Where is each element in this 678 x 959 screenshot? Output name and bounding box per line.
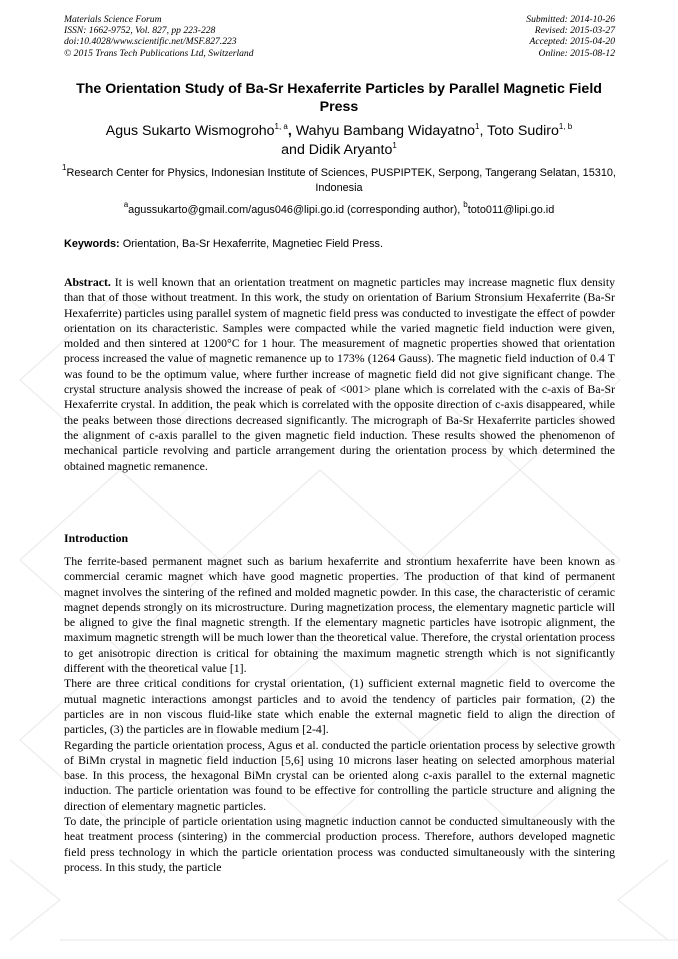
affiliation-marker: 1	[62, 163, 67, 172]
affiliation-text: Research Center for Physics, Indonesian Institute of Sciences, PUSPIPTEK, Serpong, Tangerang Selatan, 15310, Indonesia	[66, 167, 616, 194]
paragraph: To date, the principle of particle orientation using magnetic induction cannot be conducted simultaneously with the heat treatment process (sintering) in the commercial production process. Therefore, authors developed magnetic field press technology in which the particle orientation process was conducted simultaneously with the sintering process. In this study, the particle	[64, 814, 615, 874]
paragraph: Regarding the particle orientation process, Agus et al. conducted the particle orientation process by selective growth of BiMn crystal in magnetic field induction [5,6] using 10 microns laser heating on selected amorphous material base. In this process, the hexagonal BiMn crystal can be oriented along c-axis parallel to the external magnetic induction. The particle orientation was found to be effective for controlling the particle structure and aligning the direction of elementary magnetic particles.	[64, 737, 615, 813]
paragraph: There are three critical conditions for crystal orientation, (1) sufficient external magnetic field to overcome the mutual magnetic interactions amongst particles and to avoid the tendency of particles pair formation, (2) the particles are in non viscous fluid-like state which enable the external magnetic field to align the direction of particles, (3) the particles are in flowable medium [2-4].	[64, 676, 615, 737]
author-name: and Didik Aryanto	[281, 142, 393, 158]
section-heading-introduction: Introduction	[64, 531, 129, 545]
keywords-label: Keywords:	[64, 238, 120, 250]
abstract	[64, 275, 615, 474]
journal-info	[64, 14, 254, 59]
email-marker-b: b	[463, 200, 468, 209]
paragraph: The ferrite-based permanent magnet such as barium hexaferrite and strontium hexaferrite have been known as commercial ceramic magnet which have good magnetic properties. The production of that kind of permanent magnet involves the sintering of the refined and molded magnetic powder. In this case, the characteristic of ceramic magnet depends strongly on its microstructure. During magnetization process, the elementary magnetic particle will be aligned to give the final magnetic strength. If the elementary magnetic particles have isotropic alignment, the maximum magnetic strength will be much lower than the theoretical value. Therefore, the crystal orientation process to get anisotropic direction is critical for obtaining the maximum magnetic strength which is not significantly different with the theoretical value [1].	[64, 554, 615, 676]
journal-doi: doi:10.4028/www.scientific.net/MSF.827.223	[64, 36, 237, 48]
paper-title: The Orientation Study of Ba-Sr Hexaferrite Particles by Parallel Magnetic Field Press	[76, 81, 602, 115]
date-submitted: Submitted: 2014-10-26	[526, 14, 615, 25]
journal-issn: ISSN: 1662-9752, Vol. 827, pp 223-228	[64, 25, 216, 37]
journal-copyright: © 2015 Trans Tech Publications Ltd, Switzerland	[64, 47, 254, 59]
introduction-body	[64, 554, 615, 875]
journal-name: Materials Science Forum	[64, 14, 162, 25]
email-a[interactable]: agussukarto@gmail.com/agus046@lipi.go.id (corresponding author),	[128, 204, 464, 216]
author-affiliation-marker: 1, a	[274, 122, 288, 131]
email-marker-a: a	[123, 200, 129, 209]
keywords	[64, 238, 383, 250]
author-name: Toto Sudiro	[487, 123, 559, 139]
abstract-text: It is well known that an orientation treatment on magnetic particles may increase magnetic flux density than that of those without treatment. In this work, the study on orientation of Barium Stronsium Hexaferrite (Ba-Sr Hexaferrite) particles using parallel system of magnetic field press was conducted to investigate the effect of powder orientation on its characteristic. Samples were compacted while the varied magnetic field induction were given, molded and then sintered at 1200°C for 1 hour. The measurement of magnetic properties showed that orientation process increased the value of magnetic remanence up to 173% (1264 Gauss). The magnetic field induction of 0.4 T was found to be the optimum value, where further increase of magnetic field did not give significant change. The crystal structure analysis showed the increase of peak of <001> plane which is correlated with the c-axis of Ba-Sr Hexaferrite crystal. In addition, the peak which is correlated with the opposite direction of c-axis disappeared, while the peaks between those directions decreased significantly. The micrograph of Ba-Sr Hexaferrite particles showed the alignment of c-axis parallel to the given magnetic field induction. These results showed the phenomenon of mechanical particle revolving and particle arrangement during the orientation process by which determined the obtained magnetic remanence.	[64, 275, 615, 473]
author-separator: ,	[479, 123, 488, 139]
date-online: Online: 2015-08-12	[538, 47, 615, 59]
author-affiliation-marker: 1	[475, 122, 480, 131]
abstract-label: Abstract.	[64, 275, 111, 289]
author-separator: ,	[287, 123, 296, 139]
author-list	[60, 122, 618, 160]
author-affiliation-marker: 1, b	[558, 122, 573, 131]
date-revised: Revised: 2015-03-27	[534, 25, 615, 37]
author-emails	[60, 200, 618, 218]
publication-dates	[526, 14, 615, 59]
date-accepted: Accepted: 2015-04-20	[529, 36, 615, 48]
keywords-text: Orientation, Ba-Sr Hexaferrite, Magnetiec Field Press.	[119, 238, 383, 250]
author-affiliation-marker: 1	[392, 141, 397, 150]
author-name: Wahyu Bambang Widayatno	[295, 123, 476, 139]
email-b[interactable]: toto011@lipi.go.id	[467, 204, 555, 216]
author-name: Agus Sukarto Wismogroho	[105, 123, 275, 139]
affiliation	[60, 163, 618, 196]
